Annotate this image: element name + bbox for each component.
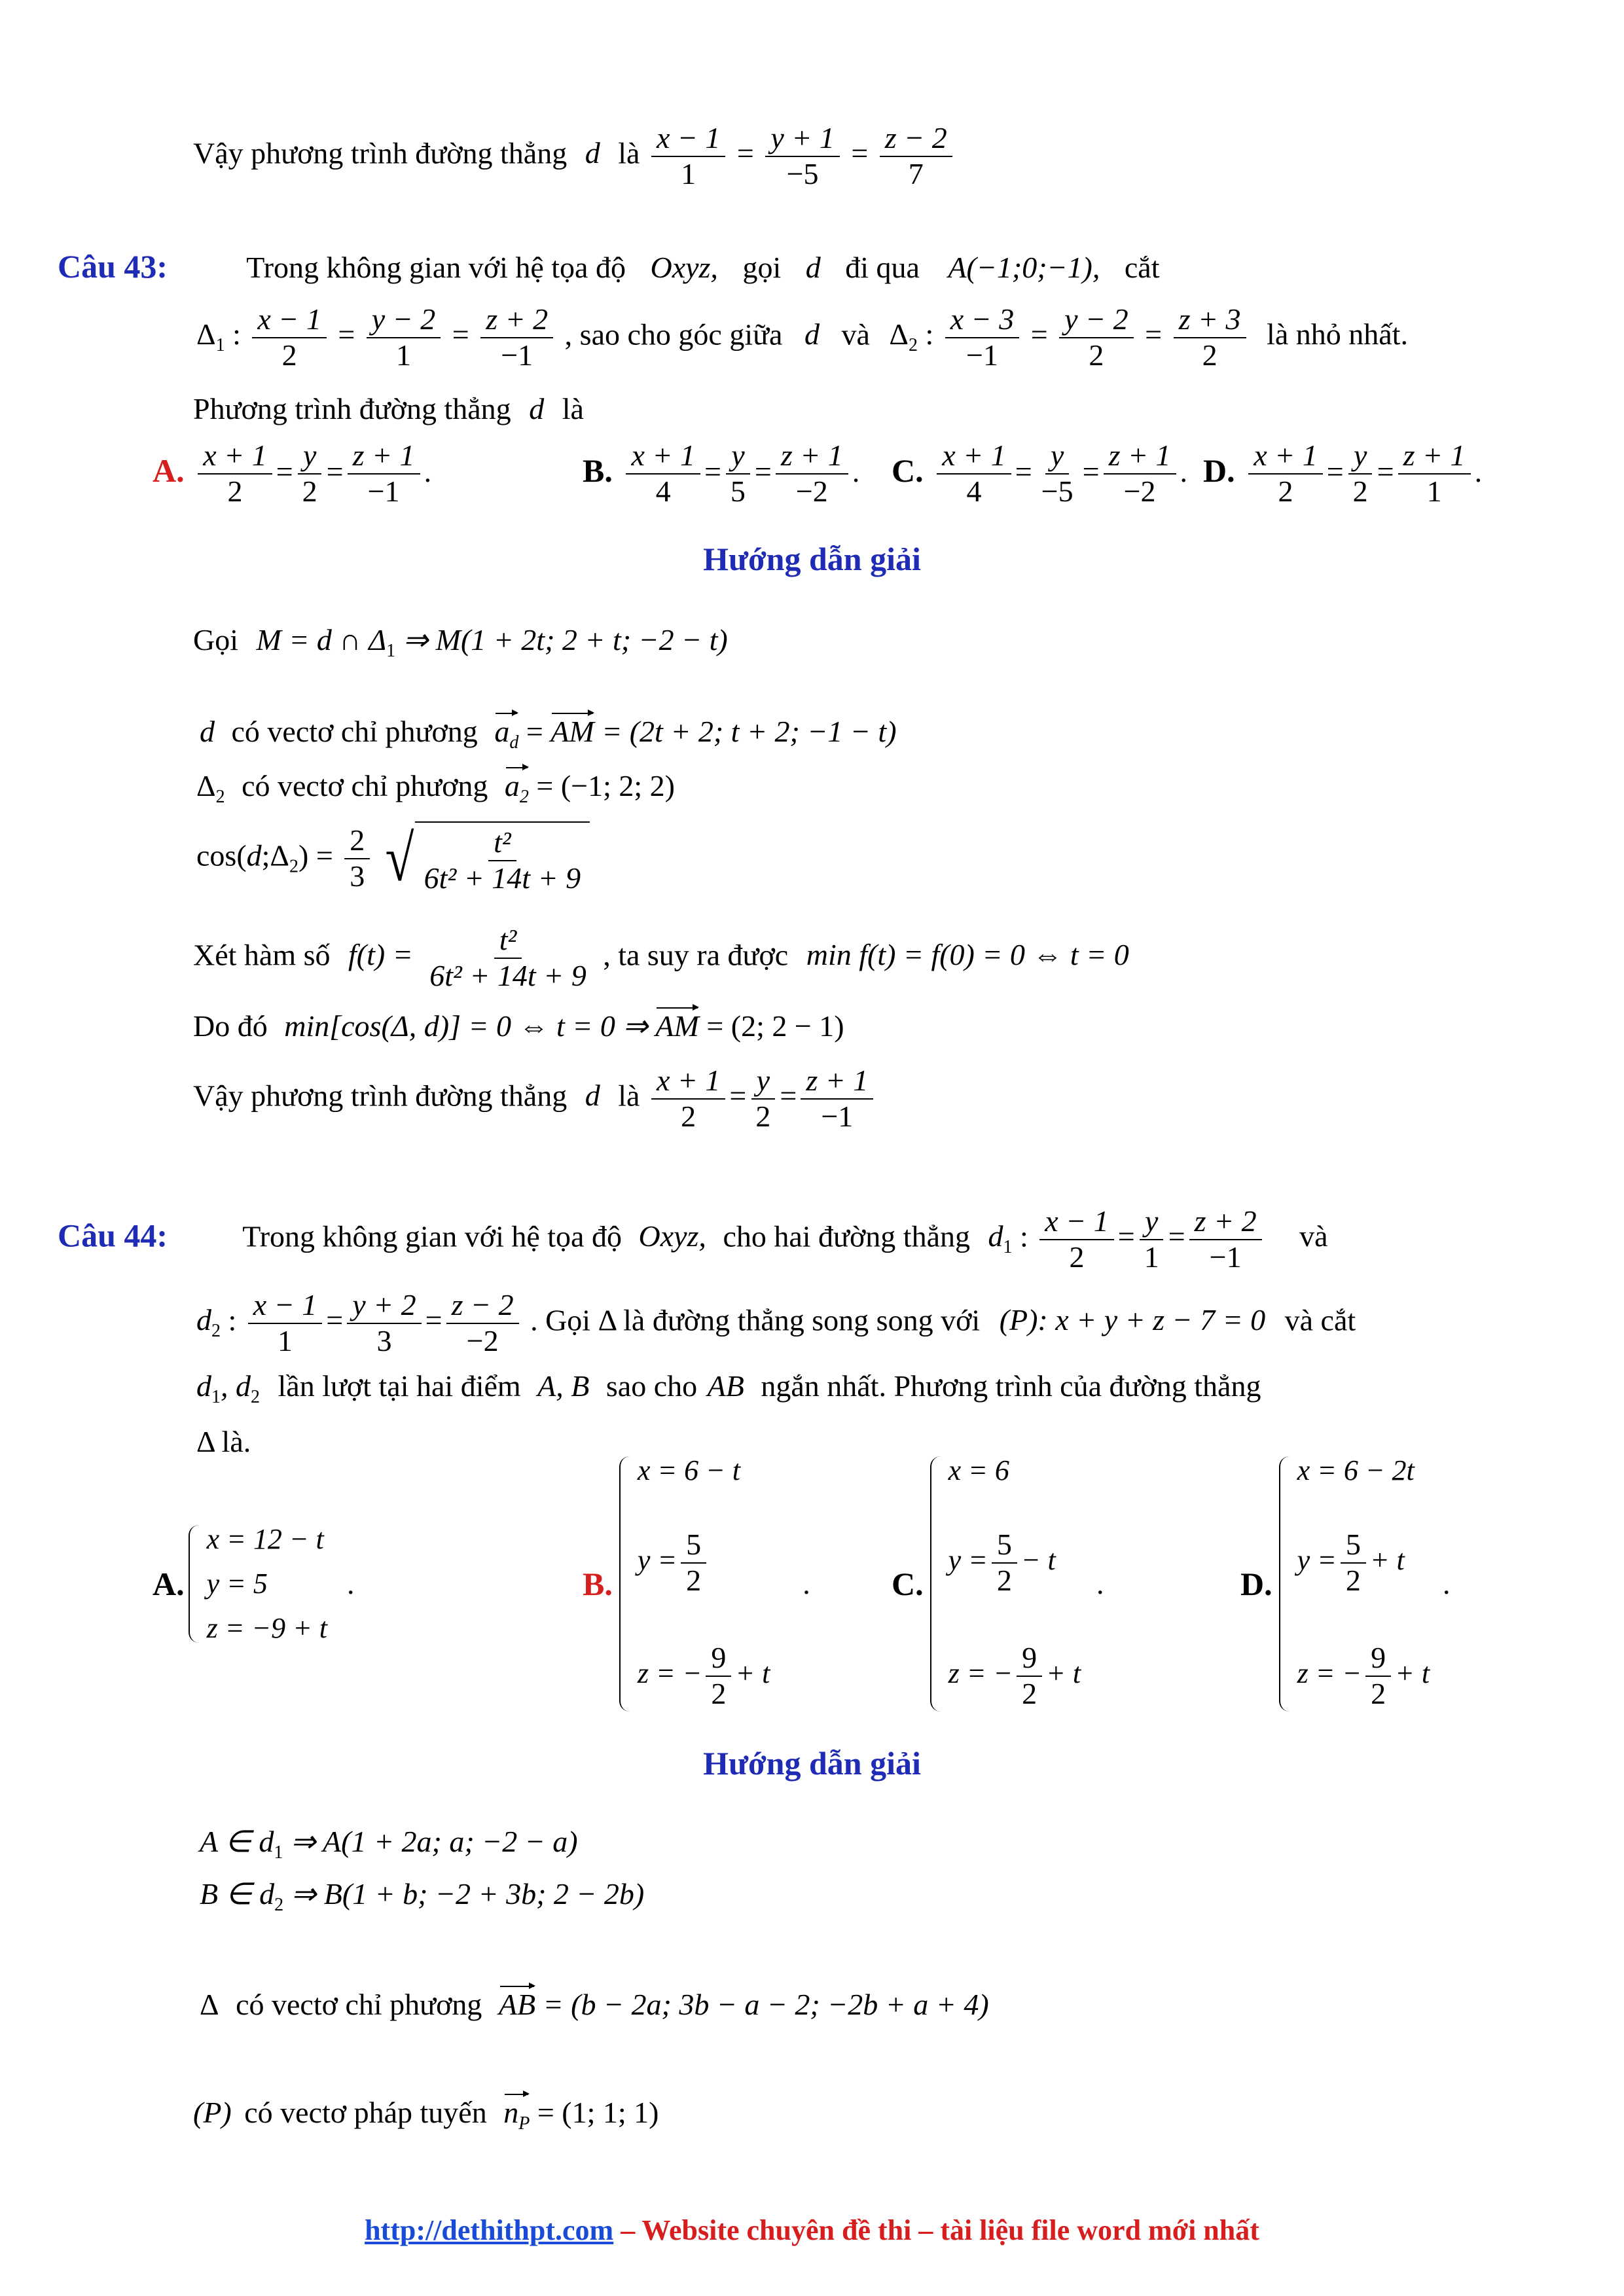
- fraction: $\frac{z + 3}{2}$: [1174, 302, 1246, 373]
- option-label: B.: [583, 1566, 613, 1602]
- text: Trong không gian với hệ tọa độ: [242, 1219, 622, 1253]
- system: C. x = 6 y = $\frac{5}{2}$ − t z = − $\frac{9}{2}$ + t .: [892, 1454, 1104, 1711]
- text: là nhỏ nhất.: [1267, 317, 1408, 351]
- text: có vectơ chỉ phương: [242, 769, 488, 802]
- option-label: B.: [583, 452, 613, 489]
- system: B. x = 6 − t y = $\frac{5}{2}$ z = − $\frac{9}{2}$ + t .: [583, 1454, 810, 1711]
- var-d: d: [529, 392, 545, 425]
- q43-step6: Do đó min[cos(Δ, d)] = 0 ⇔ t = 0 ⇒ AM = (2; 2 − 1): [193, 1009, 844, 1043]
- q43-step1: Gọi M = d ∩ $\Delta_1$ ⇒ M(1 + 2t; 2 + t; −2 − t): [193, 623, 728, 662]
- q44-step1: A ∈ $d_1$ ⇒ A(1 + 2a; a; −2 − a): [200, 1825, 578, 1863]
- text: gọi: [742, 251, 782, 284]
- fraction: $\frac{y + 2}{3}$: [347, 1288, 421, 1359]
- fraction: $\frac{y - 2}{1}$: [367, 302, 441, 373]
- var-d: d: [805, 251, 821, 284]
- fraction: $\frac{y - 2}{2}$: [1059, 302, 1133, 373]
- vector-ab: AB: [498, 1988, 536, 2021]
- vector-am: AM: [655, 1009, 699, 1043]
- q43-step5: Xét hàm số f(t) = $\frac{\text{t²}}{\text{6t² + 14t + 9}}$ , ta suy ra được min f(t) = f(0) = 0 ⇔ t = 0: [193, 923, 1129, 992]
- text: sao cho: [605, 1369, 698, 1403]
- vector-am: AM: [550, 715, 594, 748]
- q44-step3: Δ có vectơ chỉ phương AB = (b − 2a; 3b − a − 2; −2b + a + 4): [200, 1988, 989, 2021]
- q44-option-c[interactable]: [892, 1456, 1104, 1712]
- fraction: $\frac{z + 1}{1}$: [1398, 439, 1471, 509]
- fraction: $\frac{x + 1}{4}$: [626, 439, 700, 509]
- var-oxyz: Oxyz,: [650, 251, 718, 284]
- question-label: Câu 44:: [58, 1217, 168, 1254]
- q44-step2: B ∈ $d_2$ ⇒ B(1 + b; −2 + 3b; 2 − 2b): [200, 1877, 645, 1916]
- q43-step2: d có vectơ chỉ phương $a_d$ = AM = (2t + 2; t + 2; −1 − t): [200, 715, 897, 753]
- q43-step4: $\cos(d;\Delta_2)$ = $\frac{2}{3}$ √ $\frac{\text{t²}}{\text{6t² + 14t + 9}}$: [196, 821, 590, 896]
- text: là: [618, 1079, 640, 1113]
- fraction: $\frac{\text{t²}}{\text{6t² + 14t + 9}}$: [429, 923, 586, 992]
- q44-option-b[interactable]: [583, 1456, 810, 1712]
- option-label: A.: [153, 452, 185, 489]
- text: và: [841, 317, 870, 351]
- fraction: $\frac{y}{-5}$: [1041, 439, 1074, 508]
- fraction: $\frac{2}{3}$: [344, 823, 370, 894]
- footer-text: – Website chuyên đề thi – tài liệu file word mới nhất: [613, 2214, 1259, 2246]
- footer: [0, 2214, 1624, 2247]
- text: có vectơ pháp tuyến: [244, 2096, 487, 2129]
- question-label: Câu 43:: [58, 248, 168, 285]
- q44-line1: Câu 44: Trong không gian với hệ tọa độ Oxyz, cho hai đường thẳng $d_1$ : $\frac{x - 1}{2}$ = $\frac{y}{1}$ = $\frac{z + 2}{-1}$ và: [58, 1204, 1328, 1274]
- fraction: $\frac{y}{1}$: [1139, 1204, 1164, 1275]
- q43-step3: $\Delta_2$ có vectơ chỉ phương $a_2 = (-1$; 2; 2): [196, 769, 675, 808]
- point-a: A(−1;0;−1),: [948, 251, 1100, 284]
- plane-p: (P): x + y + z − 7 = 0: [999, 1303, 1266, 1337]
- fraction: $\frac{z - 2}{-2}$: [446, 1288, 519, 1359]
- system: D. x = 6 − 2t y = $\frac{5}{2}$ + t z = − $\frac{9}{2}$ + t .: [1240, 1454, 1451, 1711]
- text: Gọi: [193, 623, 238, 656]
- fraction: $\frac{x - 1}{1}$: [651, 121, 725, 192]
- text: ngắn nhất. Phương trình của đường thẳng: [761, 1369, 1261, 1403]
- q43-line3: [193, 394, 584, 424]
- fraction: $\frac{x + 1}{2}$: [1248, 439, 1322, 509]
- text: Trong không gian với hệ tọa độ: [246, 251, 626, 284]
- fraction: $\frac{z + 1}{-1}$: [801, 1064, 873, 1134]
- var-oxyz: Oxyz,: [638, 1219, 706, 1253]
- sqrt: √ $\frac{\text{t²}}{\text{6t² + 14t + 9}}$: [382, 821, 590, 896]
- text: cắt: [1124, 251, 1160, 284]
- fraction: $\frac{z + 1}{-1}$: [348, 439, 420, 509]
- q43-guide-heading: Hướng dẫn giải: [703, 541, 921, 577]
- text: Xét hàm số: [193, 938, 331, 972]
- q43-line2: $\Delta_1$ : $\frac{x - 1}{2}$ = $\frac{y - 2}{1}$ = $\frac{z + 2}{-1}$ , sao cho góc giữa d và $\Delta_2$ : $\frac{x - 3}{-1}$ = $\frac{y - 2}{2}$ = $\frac{z + 3}{2}$ là nhỏ nhất.: [196, 302, 1408, 372]
- fraction: $\frac{y}{2}$: [1348, 439, 1373, 509]
- var-d: d: [200, 715, 215, 748]
- prev-conclusion: Vậy phương trình đường thẳng d là $\frac{x - 1}{1}$ = $\frac{y + 1}{-5}$ = $\frac{z - 2}{7}$: [193, 121, 956, 192]
- fraction: $\frac{z + 2}{-1}$: [480, 302, 553, 373]
- fraction: $\frac{y}{2}$: [750, 1064, 776, 1134]
- option-label: A.: [153, 1566, 185, 1602]
- option-label: D.: [1203, 452, 1235, 489]
- fraction: $\frac{z - 2}{7}$: [880, 121, 952, 192]
- text: Vậy phương trình đường thẳng: [193, 136, 568, 170]
- fraction: $\frac{y}{5}$: [725, 439, 751, 509]
- vector-n-p: $n_P$: [503, 2096, 530, 2134]
- option-label: C.: [892, 452, 924, 489]
- text: Do đó: [193, 1009, 268, 1043]
- text: , sao cho góc giữa: [564, 317, 783, 351]
- fraction: $\frac{x - 1}{1}$: [248, 1288, 322, 1359]
- text: và: [1299, 1219, 1328, 1253]
- q44-line3: $d_1$, $d_2$ lần lượt tại hai điểm A, B sao cho AB ngắn nhất. Phương trình của đường thẳng: [196, 1369, 1261, 1408]
- q44-line2: $d_2$ : $\frac{x - 1}{1}$ = $\frac{y + 2}{3}$ = $\frac{z - 2}{-2}$ . Gọi Δ là đường thẳng song song với (P): x + y + z − 7 = 0 và cắt: [196, 1288, 1356, 1357]
- q44-step4: (P) có vectơ pháp tuyến $n_P = (1$; 1; 1): [193, 2096, 659, 2134]
- text: lần lượt tại hai điểm: [278, 1369, 521, 1403]
- text: , ta suy ra được: [603, 938, 789, 972]
- text: Phương trình đường thẳng: [193, 392, 511, 425]
- fraction: $\frac{x + 1}{2}$: [198, 439, 272, 509]
- fraction: $\frac{x - 1}{2}$: [252, 302, 326, 373]
- var-d: d: [585, 1079, 600, 1113]
- q44-option-d[interactable]: [1240, 1456, 1451, 1712]
- text: cho hai đường thẳng: [723, 1219, 971, 1253]
- text: đi qua: [845, 251, 920, 284]
- fraction: $\frac{z + 1}{-2}$: [776, 439, 848, 509]
- q43-line1: [58, 250, 1517, 283]
- q44-line4: Δ là.: [196, 1425, 251, 1458]
- option-label: D.: [1240, 1566, 1272, 1602]
- text: và cắt: [1284, 1303, 1356, 1337]
- fraction: $\frac{z + 2}{-1}$: [1189, 1204, 1262, 1275]
- q43-option-d[interactable]: D. $\frac{x + 1}{2}$ = $\frac{y}{2}$ = $\frac{z + 1}{1}$ .: [1203, 439, 1483, 508]
- text: có vectơ chỉ phương: [231, 715, 478, 748]
- q43-option-a[interactable]: A. $\frac{x + 1}{2}$ = $\frac{y}{2}$ = $\frac{z + 1}{-1}$ .: [153, 439, 432, 508]
- var-d: d: [804, 317, 820, 351]
- fraction: $\frac{x + 1}{2}$: [651, 1064, 725, 1134]
- fraction: $\frac{z + 1}{-2}$: [1104, 439, 1176, 509]
- fraction: $\frac{y}{2}$: [297, 439, 323, 509]
- fraction: $\frac{x - 3}{-1}$: [945, 302, 1019, 373]
- footer-link[interactable]: http://dethithpt.com: [365, 2214, 614, 2246]
- text: có vectơ chỉ phương: [236, 1988, 482, 2021]
- fraction: $\frac{x - 1}{2}$: [1039, 1204, 1113, 1275]
- text: là: [562, 392, 584, 425]
- text: Vậy phương trình đường thẳng: [193, 1079, 568, 1113]
- q43-option-c[interactable]: C. $\frac{x + 1}{4}$ = $\frac{y}{-5}$ = $\frac{z + 1}{-2}$ .: [892, 439, 1188, 508]
- vector-a-2: $a_2$: [504, 769, 529, 808]
- system: A. x = 12 − t y = 5 z = −9 + t .: [153, 1523, 355, 1644]
- option-label: C.: [892, 1566, 924, 1602]
- q43-option-b[interactable]: B. $\frac{x + 1}{4}$ = $\frac{y}{5}$ = $\frac{z + 1}{-2}$ .: [583, 439, 860, 508]
- q44-guide-heading: Hướng dẫn giải: [703, 1745, 921, 1782]
- fraction: $\frac{y + 1}{-5}$: [765, 121, 839, 192]
- text: . Gọi Δ là đường thẳng song song với: [530, 1303, 981, 1337]
- text: là: [618, 136, 640, 170]
- var-d: d: [585, 136, 600, 170]
- fraction: $\frac{x + 1}{4}$: [937, 439, 1011, 509]
- vector-a-d: $a_d$: [494, 715, 519, 753]
- q44-option-a[interactable]: [153, 1525, 355, 1643]
- q43-conclusion: Vậy phương trình đường thẳng d là $\frac{x + 1}{2}$ = $\frac{y}{2}$ = $\frac{z + 1}{-1}$: [193, 1064, 877, 1134]
